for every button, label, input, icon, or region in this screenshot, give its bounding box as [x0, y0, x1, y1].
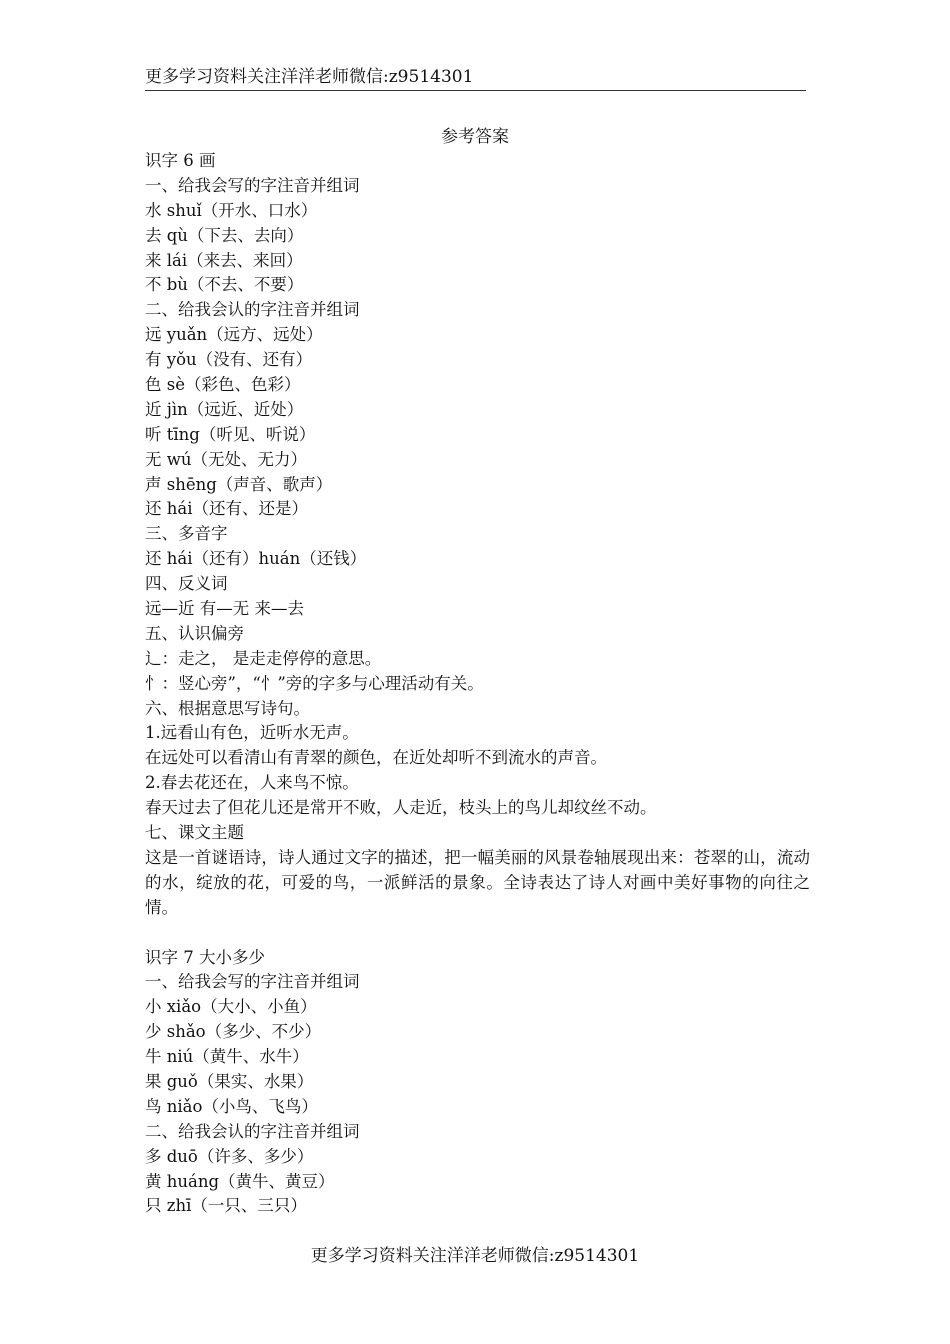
lesson6-section7-title: 七、课文主题 [145, 823, 244, 843]
list-item: 春天过去了但花儿还是常开不败，人走近，枝头上的鸟儿却纹丝不动。 [145, 798, 657, 818]
list-item: 来 lái（来去、来回） [145, 250, 303, 270]
list-item: 鸟 niǎo（小鸟、飞鸟） [145, 1096, 318, 1116]
list-item: 远 yuǎn（远方、远处） [145, 325, 323, 345]
list-item: 果 guǒ（果实、水果） [145, 1072, 314, 1091]
list-item: 黄 huáng（黄牛、黄豆） [145, 1171, 335, 1191]
page-header: 更多学习资料关注洋洋老师微信:z9514301 [145, 66, 806, 91]
spacer [145, 921, 810, 946]
list-item: 在远处可以看清山有青翠的颜色，在近处却听不到流水的声音。 [145, 748, 607, 768]
list-item: 多 duō（许多、多少） [145, 1146, 314, 1166]
list-item: 还 hái（还有）huán（还钱） [145, 549, 367, 569]
lesson6-theme-paragraph: 这是一首谜语诗，诗人通过文字的描述，把一幅美丽的风景卷轴展现出来：苍翠的山，流动的水，绽放的花，可爱的鸟，一派鲜活的景象。全诗表达了诗人对画中美好事物的向往之情。 [145, 847, 810, 917]
list-item: 1.远看山有色，近听水无声。 [145, 723, 359, 743]
lesson6-section4-title: 四、反义词 [145, 574, 228, 594]
list-item: 近 jìn（远近、近处） [145, 399, 304, 419]
answer-content [145, 149, 810, 1219]
list-item: 远—近 有—无 来—去 [145, 599, 304, 619]
list-item: 色 sè（彩色、色彩） [145, 375, 301, 395]
list-item: 少 shǎo（多少、不少） [145, 1022, 322, 1042]
lesson6-section3-title: 三、多音字 [145, 524, 228, 544]
page-footer: 更多学习资料关注洋洋老师微信:z9514301 [310, 1246, 640, 1266]
list-item: 不 bù（不去、不要） [145, 275, 304, 295]
lesson6-heading: 识字 6 画 [145, 151, 216, 170]
lesson7-heading: 识字 7 大小多少 [145, 947, 265, 967]
list-item: 忄：竖心旁”，“忄”旁的字多与心理活动有关。 [145, 673, 484, 693]
lesson6-section6-title: 六、根据意思写诗句。 [145, 698, 310, 718]
list-item: 2.春去花还在，人来鸟不惊。 [145, 773, 359, 793]
lesson6-section2-title: 二、给我会认的字注音并组词 [145, 300, 360, 320]
list-item: 只 zhī（一只、三只） [145, 1196, 307, 1216]
lesson7-section2-title: 二、给我会认的字注音并组词 [145, 1121, 360, 1141]
list-item: 声 shēng（声音、歌声） [145, 474, 333, 494]
list-item: 听 tīng（听见、听说） [145, 424, 316, 444]
lesson6-section1-title: 一、给我会写的字注音并组词 [145, 175, 360, 195]
list-item: 辶：走之， 是走走停停的意思。 [145, 648, 382, 668]
lesson6-section5-title: 五、认识偏旁 [145, 623, 244, 643]
list-item: 去 qù（下去、去向） [145, 225, 304, 245]
list-item: 水 shuǐ（开水、口水） [145, 200, 318, 220]
list-item: 有 yǒu（没有、还有） [145, 350, 313, 370]
list-item: 无 wú（无处、无力） [145, 449, 307, 469]
list-item: 牛 niú（黄牛、水牛） [145, 1047, 309, 1067]
list-item: 小 xiǎo（大小、小鱼） [145, 997, 317, 1017]
lesson7-section1-title: 一、给我会写的字注音并组词 [145, 972, 360, 992]
list-item: 还 hái（还有、还是） [145, 499, 308, 519]
document-title: 参考答案 [441, 127, 509, 147]
